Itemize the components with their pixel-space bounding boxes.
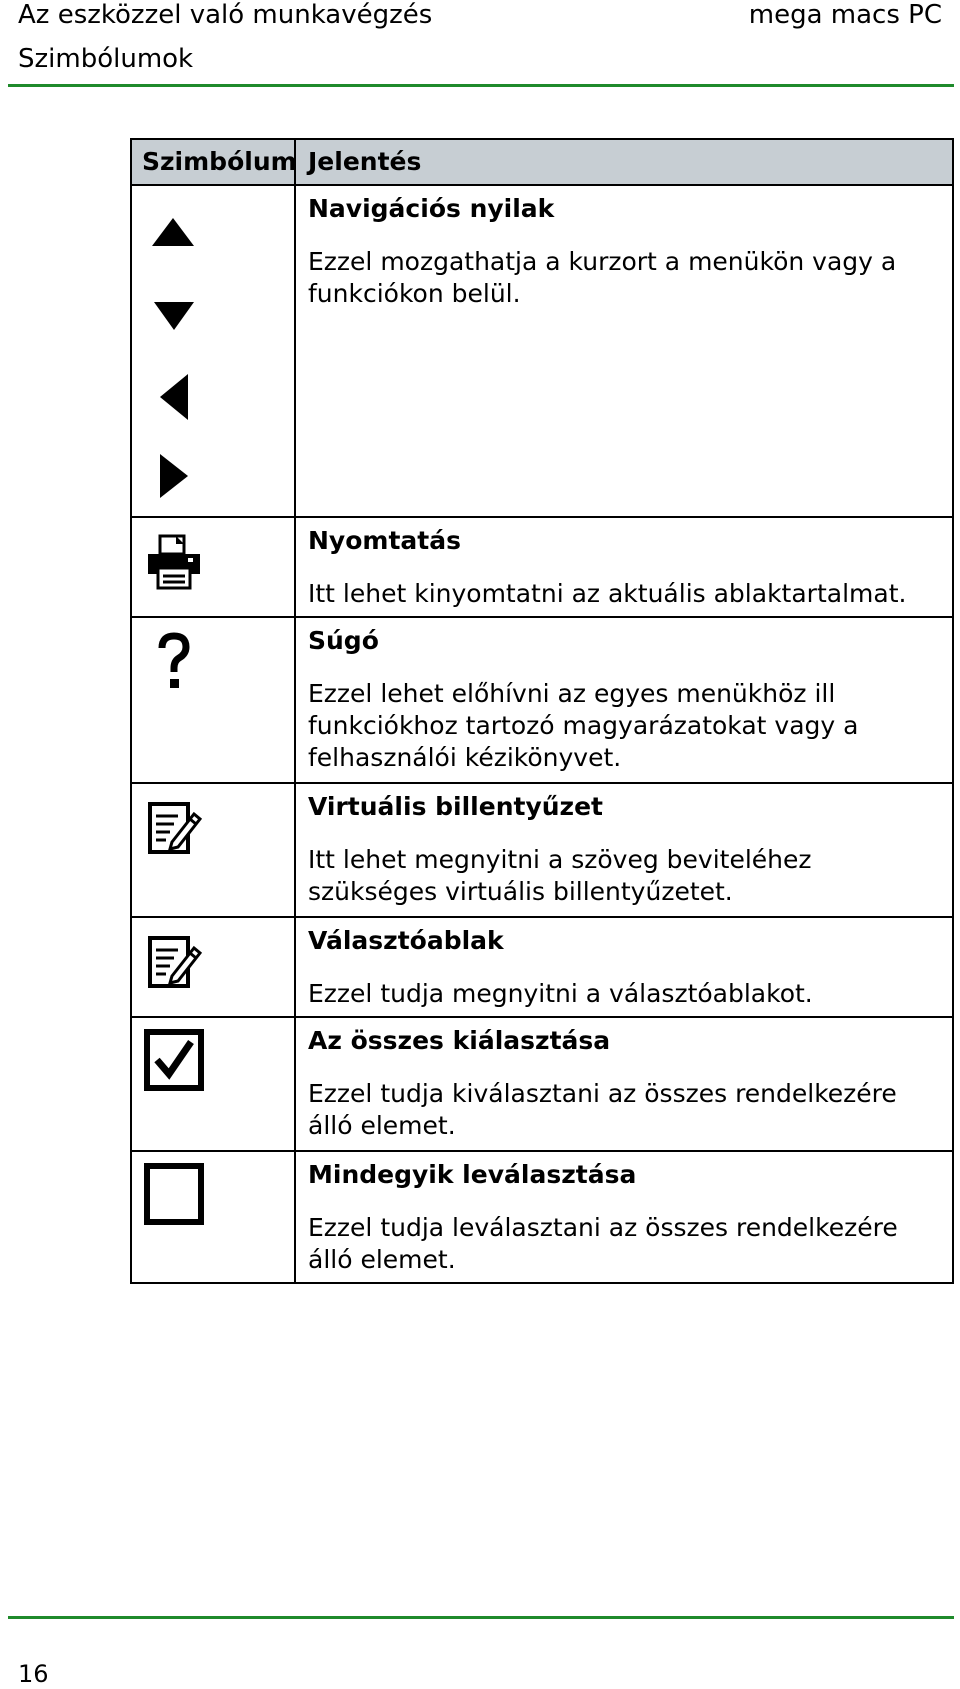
column-header-meaning: Jelentés [308, 147, 422, 176]
row-description: Ezzel lehet előhívni az egyes menükhöz ill funkciókhoz tartozó magyarázatokat vagy a felhasználói kézikönyvet. [308, 679, 859, 772]
table-row [132, 1150, 952, 1282]
notepad-pencil-icon [144, 798, 204, 858]
symbol-cell [132, 1018, 296, 1150]
empty-box-icon [144, 1162, 204, 1226]
symbol-cell [132, 784, 296, 916]
symbol-cell [132, 918, 296, 1016]
row-title: Navigációs nyilak [308, 194, 555, 223]
arrow-left-icon [160, 374, 188, 420]
row-title: Választóablak [308, 926, 504, 955]
table-row [132, 1016, 952, 1150]
page-number: 16 [18, 1660, 49, 1688]
meaning-cell [296, 1152, 952, 1282]
navigation-arrows-icon [144, 202, 204, 502]
row-title: Mindegyik leválasztása [308, 1160, 637, 1189]
meaning-cell [296, 518, 952, 616]
checked-box-icon [144, 1028, 204, 1092]
symbol-cell [132, 518, 296, 616]
symbols-table [130, 138, 954, 1284]
column-header-symbol: Szimbólum [132, 140, 296, 184]
section-title: Szimbólumok [18, 44, 194, 74]
row-description: Ezzel tudja leválasztani az összes rendelkezére álló elemet. [308, 1213, 898, 1274]
table-row [132, 782, 952, 916]
notepad-pencil-icon [144, 932, 204, 992]
meaning-cell [296, 618, 952, 782]
table-header-row [132, 140, 952, 184]
table-row [132, 616, 952, 782]
table-row [132, 184, 952, 516]
table-row [132, 916, 952, 1016]
chapter-title: Az eszközzel való munkavégzés [18, 0, 433, 30]
printer-icon [144, 532, 204, 592]
meaning-cell [296, 784, 952, 916]
question-mark-icon [144, 632, 204, 692]
meaning-cell [296, 1018, 952, 1150]
row-title: Az összes kiálasztása [308, 1026, 611, 1055]
row-title: Virtuális billentyűzet [308, 792, 604, 821]
meaning-cell [296, 186, 952, 516]
row-title: Nyomtatás [308, 526, 461, 555]
meaning-cell [296, 918, 952, 1016]
symbol-cell [132, 618, 296, 782]
arrow-down-icon [154, 302, 194, 330]
row-description: Itt lehet kinyomtatni az aktuális ablaktartalmat. [308, 579, 907, 608]
product-name: mega macs PC [748, 0, 942, 30]
header-divider [8, 84, 954, 87]
footer-divider [8, 1616, 954, 1619]
arrow-right-icon [160, 454, 188, 498]
row-description: Ezzel tudja megnyitni a választóablakot. [308, 979, 813, 1008]
table-row [132, 516, 952, 616]
row-description: Ezzel tudja kiválasztani az összes rendelkezére álló elemet. [308, 1079, 897, 1140]
symbol-cell [132, 1152, 296, 1282]
row-description: Ezzel mozgathatja a kurzort a menükön vagy a funkciókon belül. [308, 247, 897, 308]
row-title: Súgó [308, 626, 379, 655]
row-description: Itt lehet megnyitni a szöveg beviteléhez szükséges virtuális billentyűzetet. [308, 845, 812, 906]
symbol-cell [132, 186, 296, 516]
arrow-up-icon [152, 218, 194, 246]
page-header-left [18, 0, 432, 88]
